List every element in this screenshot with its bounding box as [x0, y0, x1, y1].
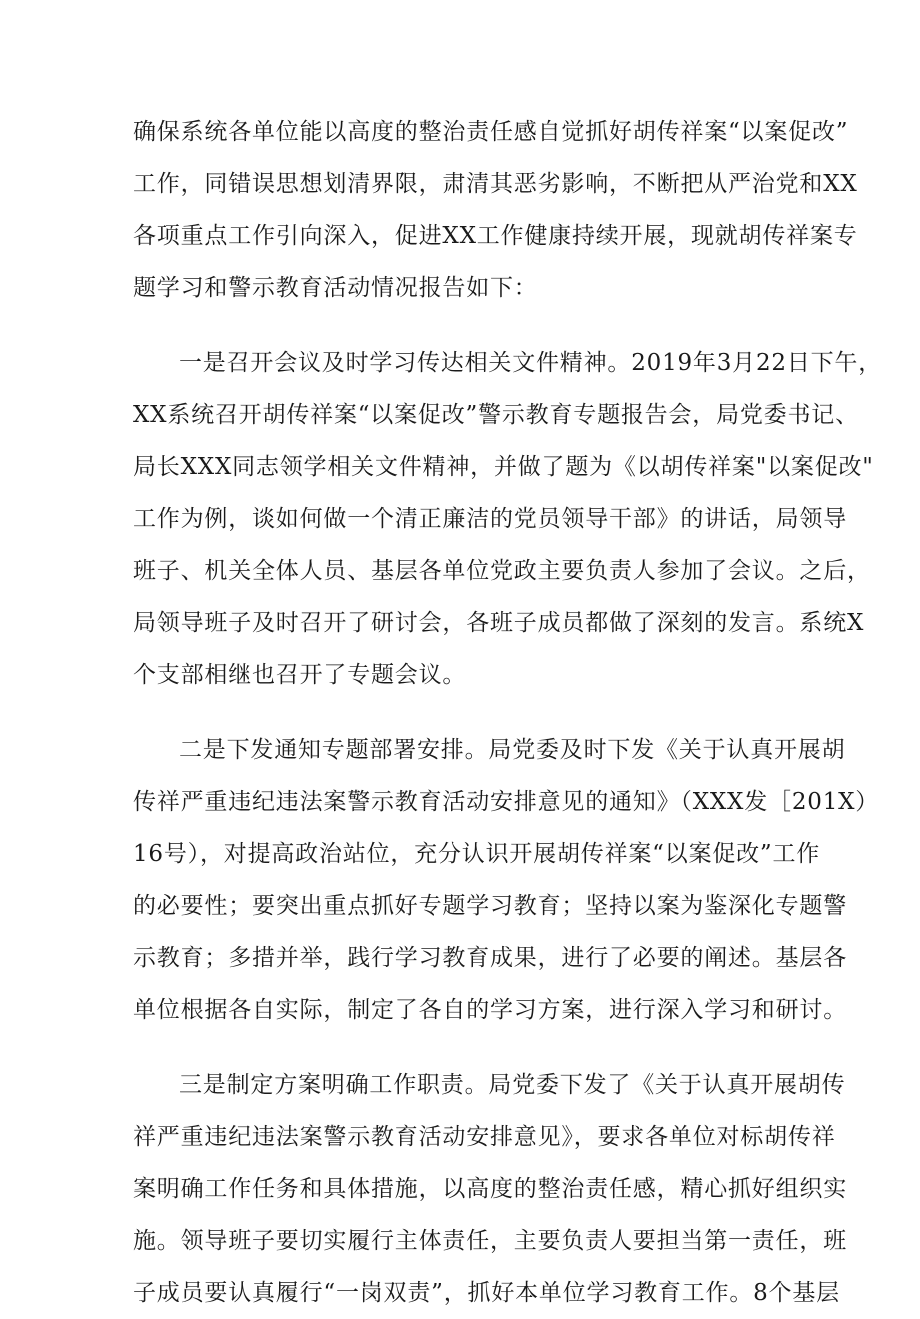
paragraph-point-three: [133, 1059, 847, 1319]
text-line: 二是下发通知专题部署安排。局党委及时下发《关于认真开展胡: [179, 737, 846, 763]
text-line: 施。领导班子要切实履行主体责任，主要负责人要担当第一责任，班: [133, 1228, 847, 1254]
text-line: 工作，同错误思想划清界限，肃清其恶劣影响，不断把从严治党和XX: [133, 171, 858, 197]
text-line: 局领导班子及时召开了研讨会，各班子成员都做了深刻的发言。系统X: [133, 610, 865, 636]
text-line: 各项重点工作引向深入，促进XX工作健康持续开展，现就胡传祥案专: [133, 223, 858, 249]
text-line: 确保系统各单位能以高度的整治责任感自觉抓好胡传祥案“以案促改”: [133, 119, 849, 145]
text-line: 的必要性；要突出重点抓好专题学习教育；坚持以案为鉴深化专题警: [133, 893, 847, 919]
text-line: 局长XXX同志领学相关文件精神，并做了题为《以胡传祥案"以案促改": [133, 454, 874, 480]
text-line: 单位根据各自实际，制定了各自的学习方案，进行深入学习和研讨。: [133, 997, 847, 1023]
paragraph-point-one: [133, 337, 883, 701]
paragraph-point-two: [133, 724, 880, 1036]
text-line: 题学习和警示教育活动情况报告如下：: [133, 275, 538, 301]
text-line: 祥严重违纪违法案警示教育活动安排意见》，要求各单位对标胡传祥: [133, 1124, 836, 1150]
paragraph-gap: [133, 314, 793, 337]
document-body: [133, 106, 883, 1319]
text-line: 一是召开会议及时学习传达相关文件精神。2019年3月22日下午，: [179, 350, 883, 376]
paragraph-intro: [133, 106, 858, 314]
paragraph-gap: [133, 1036, 793, 1059]
text-line: 个支部相继也召开了专题会议。: [133, 662, 467, 688]
text-line: 三是制定方案明确工作职责。局党委下发了《关于认真开展胡传: [179, 1072, 846, 1098]
text-line: 班子、机关全体人员、基层各单位党政主要负责人参加了会议。之后，: [133, 558, 871, 584]
text-line: 工作为例，谈如何做一个清正廉洁的党员领导干部》的讲话，局领导: [133, 506, 847, 532]
text-line: XX系统召开胡传祥案“以案促改”警示教育专题报告会，局党委书记、: [133, 402, 859, 428]
text-line: 示教育；多措并举，践行学习教育成果，进行了必要的阐述。基层各: [133, 945, 847, 971]
text-line: 子成员要认真履行“一岗双责”，抓好本单位学习教育工作。8个基层: [133, 1280, 840, 1306]
text-line: 案明确工作任务和具体措施，以高度的整治责任感，精心抓好组织实: [133, 1176, 847, 1202]
text-line: 传祥严重违纪违法案警示教育活动安排意见的通知》（XXX发［201X）: [133, 789, 880, 815]
paragraph-gap: [133, 701, 793, 724]
text-line: 16号），对提高政治站位，充分认识开展胡传祥案“以案促改”工作: [133, 841, 821, 867]
